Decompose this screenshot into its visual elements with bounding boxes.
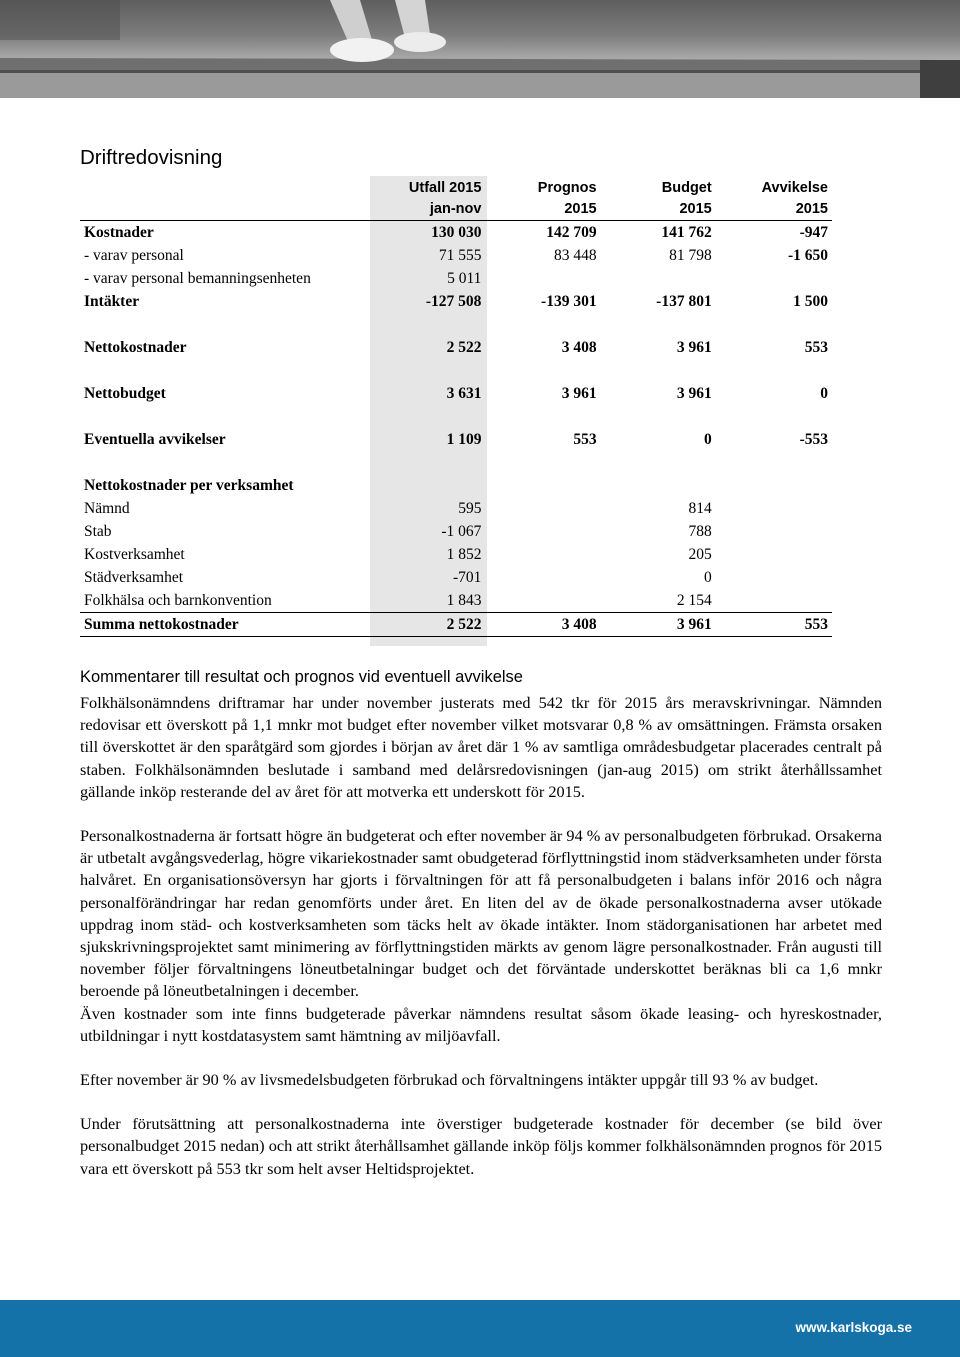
cell-budget: 3 961	[676, 339, 712, 356]
cell-avvikelse: 553	[716, 613, 832, 637]
table-row	[80, 221, 832, 245]
table-row	[80, 520, 832, 543]
table-row	[80, 589, 832, 613]
header-cell: Prognos	[537, 180, 597, 196]
cell-utfall: -1 067	[441, 523, 482, 540]
cell-prognos: 553	[573, 431, 597, 448]
cell-avvikelse: 1 500	[793, 293, 828, 310]
cell-budget: 0	[703, 431, 712, 448]
row-label: Nettokostnader per verksamhet	[84, 477, 294, 494]
financial-table	[80, 178, 832, 637]
row-label: Kostverksamhet	[84, 546, 185, 563]
comment-paragraph: Efter november är 90 % av livsmedelsbudgeten förbrukad och förvaltningens intäkter uppgår till 93 % av budget.	[80, 1070, 819, 1090]
footer-url[interactable]: www.karlskoga.se	[795, 1320, 912, 1335]
header-cell: 2015	[601, 199, 716, 221]
header-cell: Budget	[661, 180, 712, 196]
cell-avvikelse: -553	[799, 431, 828, 448]
cell-budget: 205	[688, 546, 712, 563]
spacer-row	[80, 359, 832, 382]
cell-utfall: 130 030	[431, 224, 482, 241]
table-row	[80, 497, 832, 520]
header-photo	[0, 0, 960, 98]
table-row	[80, 382, 832, 405]
cell-utfall: 1 852	[446, 546, 482, 563]
cell-utfall: -701	[453, 569, 482, 586]
cell-prognos	[485, 267, 600, 290]
row-label: - varav personal bemanningsenheten	[84, 270, 311, 287]
table-row	[80, 474, 832, 497]
cell-budget: 788	[688, 523, 712, 540]
cell-budget: 81 798	[669, 247, 712, 264]
spacer-row	[80, 313, 832, 336]
cell-utfall: 2 522	[369, 613, 485, 637]
header-cell: Avvikelse	[761, 180, 828, 196]
cell-avvikelse: -947	[799, 224, 828, 241]
cell-utfall: 1 109	[446, 431, 482, 448]
cell-budget: 814	[688, 500, 712, 517]
table-row	[80, 543, 832, 566]
row-label: Kostnader	[84, 224, 154, 241]
header-photo-graphic	[0, 0, 960, 98]
cell-budget: 2 154	[676, 592, 712, 609]
cell-avvikelse: 0	[820, 385, 828, 402]
cell-budget: 141 762	[661, 224, 712, 241]
row-label: Summa nettokostnader	[80, 613, 369, 637]
cell-avvikelse	[716, 267, 832, 290]
page-title: Driftredovisning	[80, 146, 223, 169]
table-row	[80, 428, 832, 451]
cell-avvikelse: -1 650	[787, 247, 828, 264]
comment-paragraph: Under förutsättning att personalkostnaderna inte överstiger budgeterade kostnader för december (se bild över personalbudget 2015 nedan) och att strikt återhållsamhet gällande inköp följs kommer folkhälsonämnden prognos för 2015 vara ett överskott på 553 tkr som helt avser Heltidsprojektet.	[80, 1114, 882, 1178]
cell-utfall: 3 631	[446, 385, 482, 402]
comment-paragraph: Personalkostnaderna är fortsatt högre än budgeterat och efter november är 94 % av personalbudgeten förbrukad. Orsakerna är utbetalt avgångsvederlag, högre vikariekostnader samt obudgeterad förflyttningstid inom städverksamheten under första halvåret. En organisationsöversyn har gjorts i förvaltningen för att få personalbudgeten i balans inför 2016 och några personalförändringar har redan genomförts under året. En liten del av de ökade personalkostnaderna avser utökade uppdrag inom städ- och kostverksamheten som täcks helt av ökade intäkter. Inom städorganisationen har arbetet med sjukskrivningsprojektet samt minimering av förflyttningstiden märkts av genom lägre personalkostnader. Från augusti till november följer förvaltningens löneutbetalningar budget och det förväntade underskottet beräknas bli ca 1,6 mnkr beroende på löneutbetalningen i december.	[80, 826, 882, 1001]
row-label: Nettokostnader	[84, 339, 187, 356]
cell-budget	[601, 267, 716, 290]
row-label: Folkhälsa och barnkonvention	[84, 592, 272, 609]
cell-utfall: 2 522	[446, 339, 482, 356]
cell-prognos: -139 301	[541, 293, 597, 310]
cell-utfall: 5 011	[447, 270, 482, 287]
cell-utfall: 1 843	[446, 592, 482, 609]
header-cell: 2015	[485, 199, 600, 221]
table-row	[80, 290, 832, 313]
cell-prognos: 3 961	[561, 385, 597, 402]
cell-prognos: 3 408	[485, 613, 600, 637]
comment-paragraph: Även kostnader som inte finns budgeterade påverkar nämndens resultat såsom ökade leasing- och hyreskostnader, utbildningar i nytt kostdatasystem samt hämtning av miljöavfall.	[80, 1003, 882, 1045]
row-label: Nämnd	[84, 500, 130, 517]
summary-row	[80, 613, 832, 637]
row-label: Städverksamhet	[84, 569, 184, 586]
spacer-row	[80, 451, 832, 474]
header-cell: Utfall 2015	[408, 180, 482, 196]
header-cell: jan-nov	[369, 199, 485, 221]
row-label: Eventuella avvikelser	[84, 431, 226, 448]
cell-avvikelse: 553	[804, 339, 828, 356]
cell-budget: -137 801	[656, 293, 712, 310]
table-header-row	[80, 178, 832, 199]
cell-prognos: 142 709	[546, 224, 597, 241]
cell-prognos: 3 408	[561, 339, 597, 356]
cell-utfall: 595	[458, 500, 482, 517]
table-row	[80, 566, 832, 589]
comment-heading: Kommentarer till resultat och prognos vid eventuell avvikelse	[80, 668, 523, 686]
cell-prognos: 83 448	[553, 247, 597, 264]
table-row	[80, 267, 832, 290]
table-header-row	[80, 199, 832, 221]
cell-budget: 3 961	[601, 613, 716, 637]
table-row	[80, 336, 832, 359]
footer-band	[0, 1300, 960, 1357]
row-label: Intäkter	[84, 293, 140, 310]
comment-section	[80, 666, 882, 1180]
spacer-row	[80, 405, 832, 428]
cell-budget: 3 961	[676, 385, 712, 402]
header-cell: 2015	[716, 199, 832, 221]
cell-utfall: 71 555	[438, 247, 482, 264]
comment-paragraph: Folkhälsonämndens driftramar har under november justerats med 542 tkr för 2015 års meravskrivningar. Nämnden redovisar ett överskott på 1,1 mnkr mot budget efter november vilket motsvarar 0,8 % av omsättningen. Främsta orsaken till överskottet är den sparåtgärd som gjordes i början av året där 1 % av samtliga områdesbudgetar placerades centralt på staben. Folkhälsonämnden beslutade i samband med delårsredovisningen (jan-aug 2015) om strikt återhållssamhet gällande inköp resterande del av året för att motverka ett underskott för 2015.	[80, 693, 882, 801]
cell-budget: 0	[703, 569, 712, 586]
row-label: Nettobudget	[84, 385, 166, 402]
table-row	[80, 244, 832, 267]
row-label: Stab	[84, 523, 112, 540]
row-label: - varav personal	[84, 247, 184, 264]
cell-utfall: -127 508	[425, 293, 482, 310]
